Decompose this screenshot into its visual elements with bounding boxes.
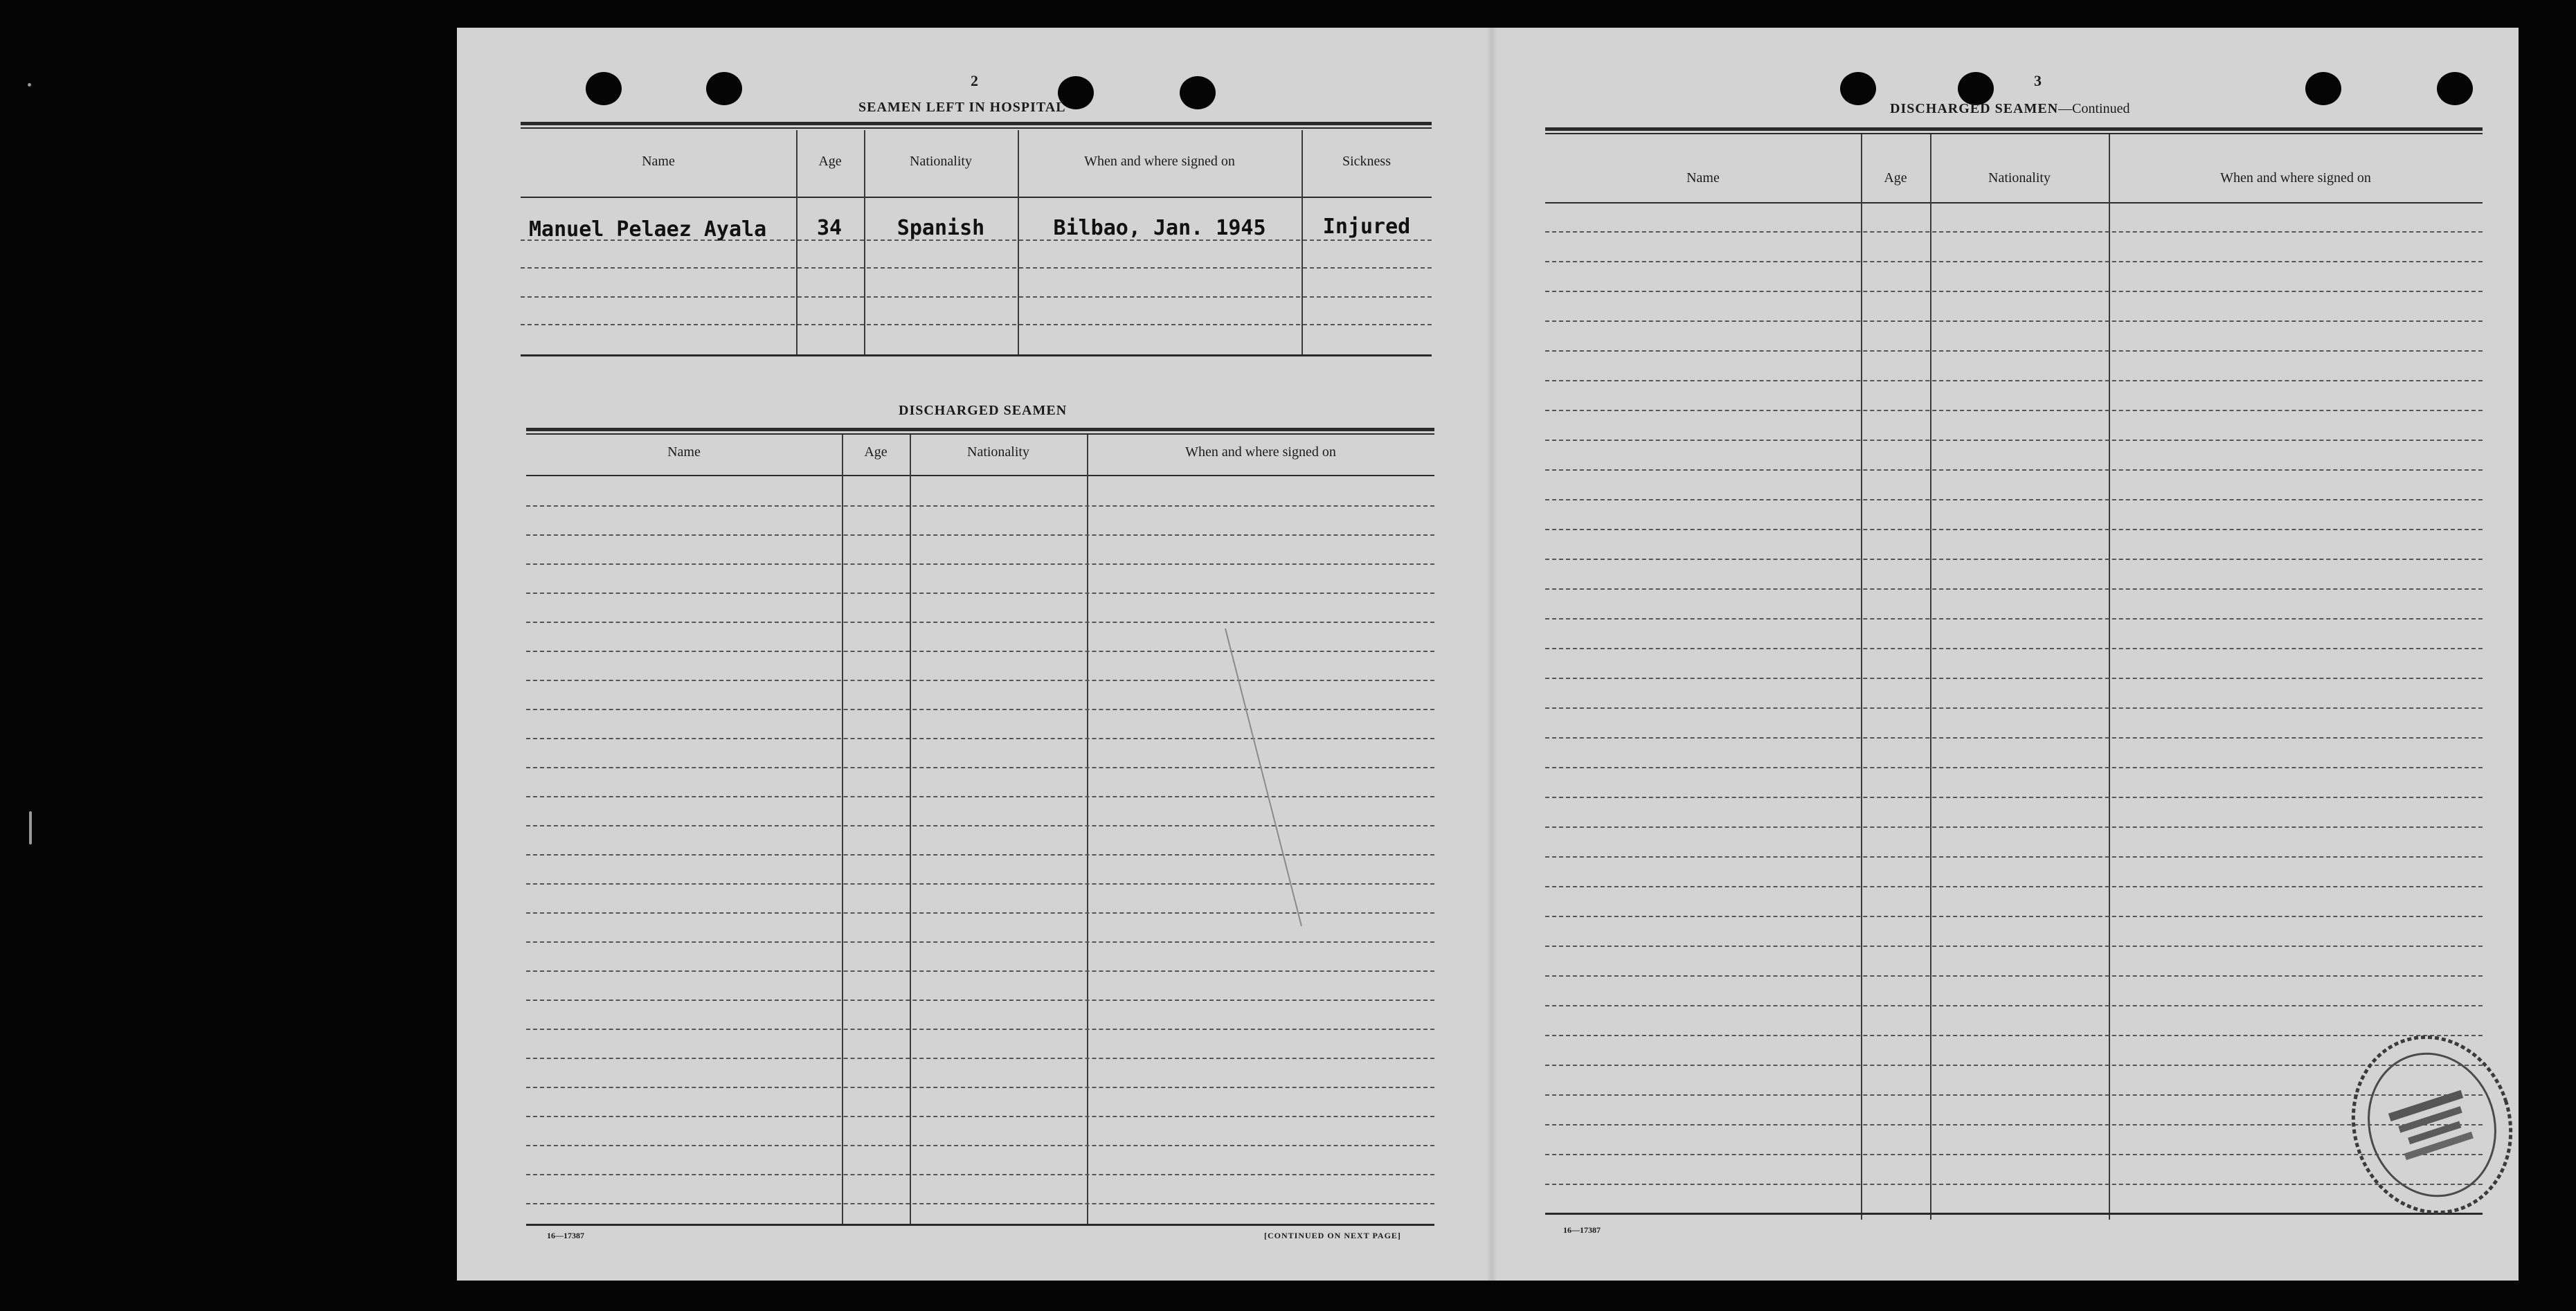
postmark-stamp <box>2345 1024 2519 1225</box>
seaman-signed-on: Bilbao, Jan. 1945 <box>1053 216 1266 240</box>
left-page <box>457 28 1487 1281</box>
col-header-name: Name <box>642 154 675 169</box>
col-header-age: Age <box>864 444 888 460</box>
discharged-continued-table <box>1545 127 2483 1221</box>
pencil-stroke <box>526 428 1434 1231</box>
discharged-table <box>526 428 1434 1231</box>
right-page <box>1497 28 2519 1281</box>
hospital-section-title: SEAMEN LEFT IN HOSPITAL <box>858 100 1066 115</box>
seaman-sickness: Injured <box>1322 215 1411 239</box>
col-header-age: Age <box>818 154 842 169</box>
continued-note: [CONTINUED ON NEXT PAGE] <box>1264 1231 1401 1240</box>
page-number: 3 <box>2034 72 2042 89</box>
col-header-nationality: Nationality <box>1988 170 2051 186</box>
scan-speck <box>28 83 31 87</box>
col-header-signed-on: When and where signed on <box>1084 154 1235 169</box>
col-header-sickness: Sickness <box>1342 154 1391 169</box>
title-bold: DISCHARGED SEAMEN <box>1890 101 2059 116</box>
col-header-signed-on: When and where signed on <box>2220 170 2371 186</box>
col-header-nationality: Nationality <box>967 444 1029 460</box>
document-sheet <box>457 28 2519 1281</box>
col-header-name: Name <box>1686 170 1720 186</box>
seaman-nationality: Spanish <box>897 216 985 240</box>
col-header-signed-on: When and where signed on <box>1185 444 1336 460</box>
discharged-section-title: DISCHARGED SEAMEN <box>899 403 1068 418</box>
seaman-age: 34 <box>816 216 843 240</box>
form-number: 16—17387 <box>547 1231 584 1240</box>
col-header-age: Age <box>1884 170 1907 186</box>
form-number: 16—17387 <box>1563 1225 1601 1235</box>
page-title <box>1890 101 2130 117</box>
title-suffix: —Continued <box>2058 101 2130 116</box>
seaman-name: Manuel Pelaez Ayala <box>529 217 767 242</box>
scan-speck <box>29 811 32 844</box>
center-fold <box>1487 28 1497 1281</box>
page-number: 2 <box>971 72 978 89</box>
col-header-nationality: Nationality <box>910 154 972 169</box>
hospital-table <box>521 122 1432 385</box>
col-header-name: Name <box>667 444 701 460</box>
